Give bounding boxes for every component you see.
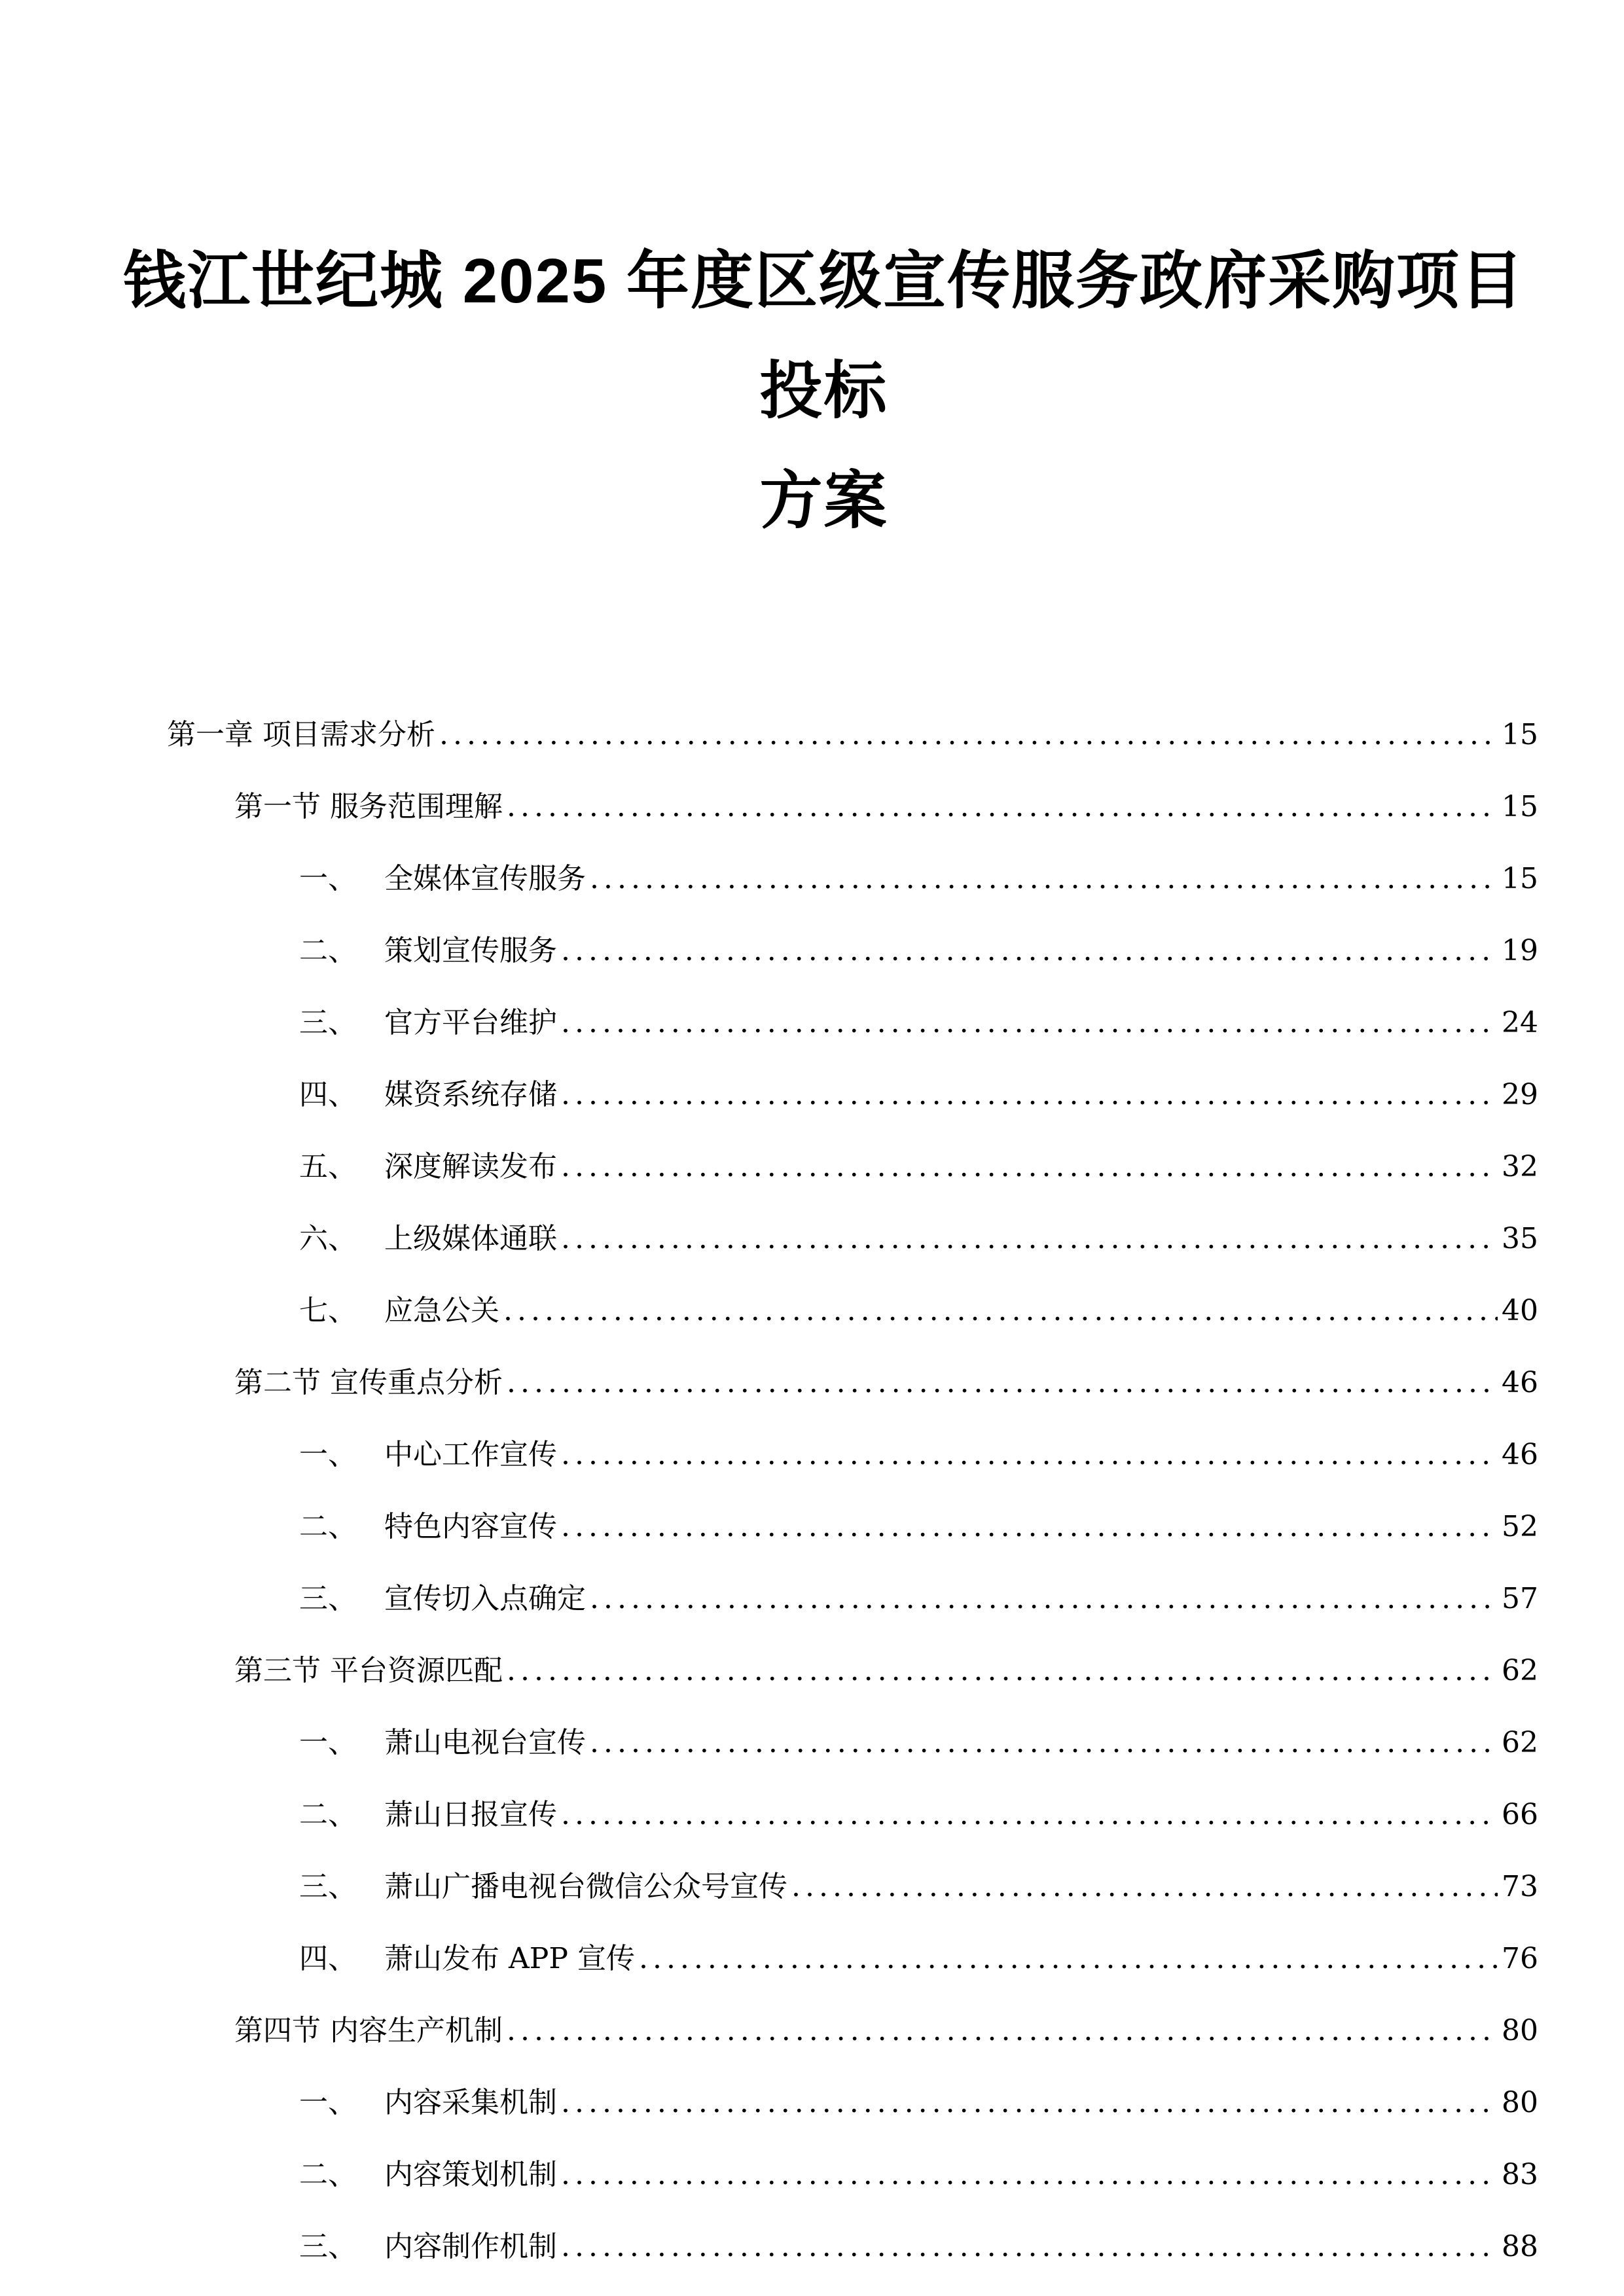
toc-dot-leader — [557, 2067, 1498, 2139]
document-title — [109, 226, 1538, 556]
toc-page-number: 62 — [1502, 1654, 1538, 1687]
toc-entry-number: 七、 — [299, 1294, 357, 1327]
toc-page-number: 15 — [1502, 790, 1538, 823]
toc-dot-leader — [557, 1203, 1498, 1275]
toc-dot-leader — [586, 1707, 1498, 1779]
toc-entry[interactable] — [299, 843, 1538, 915]
toc-dot-leader — [503, 1635, 1498, 1707]
toc-page-number: 35 — [1502, 1222, 1538, 1255]
toc-entry-number: 三、 — [299, 1870, 357, 1903]
toc-dot-leader — [557, 2139, 1498, 2211]
title-line-1: 钱江世纪城 2025 年度区级宣传服务政府采购项目投标 — [123, 246, 1525, 426]
toc-entry[interactable] — [234, 1347, 1538, 1419]
toc-dot-leader — [557, 1419, 1498, 1491]
toc-entry-label: 全媒体宣传服务 — [384, 862, 586, 895]
toc-entry-label: 深度解读发布 — [384, 1150, 557, 1183]
toc-entry[interactable] — [234, 771, 1538, 843]
toc-entry-number: 二、 — [299, 2158, 357, 2191]
table-of-contents — [109, 699, 1538, 2283]
toc-entry-label: 萧山电视台宣传 — [384, 1726, 586, 1759]
toc-entry-label: 萧山广播电视台微信公众号宣传 — [384, 1870, 787, 1903]
toc-entry[interactable] — [234, 1995, 1538, 2067]
toc-dot-leader — [499, 1275, 1498, 1347]
toc-page-number: 80 — [1502, 2014, 1538, 2047]
toc-page-number: 46 — [1502, 1438, 1538, 1471]
toc-entry-label: 内容策划机制 — [384, 2158, 557, 2191]
toc-entry-label: 宣传切入点确定 — [384, 1582, 586, 1615]
toc-entry-label: 中心工作宣传 — [384, 1438, 557, 1471]
toc-entry-label: 第一节 服务范围理解 — [234, 790, 503, 823]
toc-dot-leader — [557, 1779, 1498, 1851]
toc-entry-number: 三、 — [299, 2230, 357, 2263]
toc-entry[interactable] — [299, 1491, 1538, 1563]
toc-entry[interactable] — [299, 1419, 1538, 1491]
toc-entry[interactable] — [299, 1563, 1538, 1635]
toc-entry[interactable] — [299, 1203, 1538, 1275]
toc-dot-leader — [503, 771, 1498, 843]
toc-dot-leader — [586, 1563, 1498, 1635]
toc-entry[interactable] — [299, 915, 1538, 987]
toc-dot-leader — [586, 843, 1498, 915]
toc-page-number: 46 — [1502, 1366, 1538, 1399]
toc-page-number: 62 — [1502, 1726, 1538, 1759]
title-line-2: 方案 — [759, 466, 888, 536]
toc-entry-label: 内容制作机制 — [384, 2230, 557, 2263]
toc-dot-leader — [557, 1059, 1498, 1131]
toc-entry-label: 第一章 项目需求分析 — [167, 718, 435, 751]
toc-entry-label: 官方平台维护 — [384, 1006, 557, 1039]
toc-entry[interactable] — [299, 1851, 1538, 1923]
toc-entry-label: 内容采集机制 — [384, 2086, 557, 2119]
toc-entry-number: 四、 — [299, 1942, 357, 1975]
toc-entry-number: 六、 — [299, 1222, 357, 1255]
toc-dot-leader — [503, 1995, 1498, 2067]
toc-page-number: 88 — [1502, 2230, 1538, 2263]
toc-dot-leader — [635, 1923, 1498, 1995]
toc-page-number: 76 — [1502, 1942, 1538, 1975]
toc-page-number: 83 — [1502, 2158, 1538, 2191]
toc-page-number: 52 — [1502, 1510, 1538, 1543]
toc-page-number: 80 — [1502, 2086, 1538, 2119]
toc-entry-number: 一、 — [299, 862, 357, 895]
toc-entry-label: 第四节 内容生产机制 — [234, 2014, 503, 2047]
toc-entry[interactable] — [299, 2067, 1538, 2139]
toc-page-number: 73 — [1502, 1870, 1538, 1903]
toc-entry-number: 二、 — [299, 934, 357, 967]
toc-dot-leader — [557, 1491, 1498, 1563]
toc-entry-label: 上级媒体通联 — [384, 1222, 557, 1255]
toc-dot-leader — [557, 1131, 1498, 1203]
toc-dot-leader — [557, 2211, 1498, 2283]
toc-entry[interactable] — [299, 1059, 1538, 1131]
toc-entry-number: 二、 — [299, 1798, 357, 1831]
toc-dot-leader — [557, 987, 1498, 1059]
toc-entry-label: 特色内容宣传 — [384, 1510, 557, 1543]
toc-entry[interactable] — [299, 1779, 1538, 1851]
toc-entry-number: 四、 — [299, 1078, 357, 1111]
toc-dot-leader — [787, 1851, 1498, 1923]
toc-page-number: 19 — [1502, 934, 1538, 967]
toc-page-number: 66 — [1502, 1798, 1538, 1831]
toc-entry[interactable] — [167, 699, 1538, 771]
toc-page-number: 32 — [1502, 1150, 1538, 1183]
toc-entry[interactable] — [234, 1635, 1538, 1707]
toc-entry-label: 萧山日报宣传 — [384, 1798, 557, 1831]
toc-entry[interactable] — [299, 1275, 1538, 1347]
toc-entry[interactable] — [299, 1923, 1538, 1995]
toc-page-number: 57 — [1502, 1582, 1538, 1615]
toc-entry-label: 萧山发布 APP 宣传 — [384, 1942, 635, 1975]
toc-entry-number: 二、 — [299, 1510, 357, 1543]
toc-entry-label: 第三节 平台资源匹配 — [234, 1654, 503, 1687]
toc-entry-label: 媒资系统存储 — [384, 1078, 557, 1111]
toc-entry-number: 一、 — [299, 1726, 357, 1759]
toc-page-number: 24 — [1502, 1006, 1538, 1039]
toc-page-number: 29 — [1502, 1078, 1538, 1111]
toc-entry-number: 三、 — [299, 1582, 357, 1615]
toc-entry-label: 第二节 宣传重点分析 — [234, 1366, 503, 1399]
toc-dot-leader — [503, 1347, 1498, 1419]
toc-page-number: 40 — [1502, 1294, 1538, 1327]
toc-entry-label: 策划宣传服务 — [384, 934, 557, 967]
toc-entry[interactable] — [299, 2139, 1538, 2211]
toc-entry[interactable] — [299, 1707, 1538, 1779]
toc-dot-leader — [557, 915, 1498, 987]
toc-entry-number: 五、 — [299, 1150, 357, 1183]
toc-entry-number: 一、 — [299, 2086, 357, 2119]
toc-entry[interactable] — [299, 987, 1538, 1059]
toc-dot-leader — [435, 699, 1498, 771]
toc-entry-label: 应急公关 — [384, 1294, 499, 1327]
toc-page-number: 15 — [1502, 862, 1538, 895]
toc-entry-number: 三、 — [299, 1006, 357, 1039]
toc-entry-number: 一、 — [299, 1438, 357, 1471]
toc-entry[interactable] — [299, 1131, 1538, 1203]
toc-entry[interactable] — [299, 2211, 1538, 2283]
toc-page-number: 15 — [1502, 718, 1538, 751]
